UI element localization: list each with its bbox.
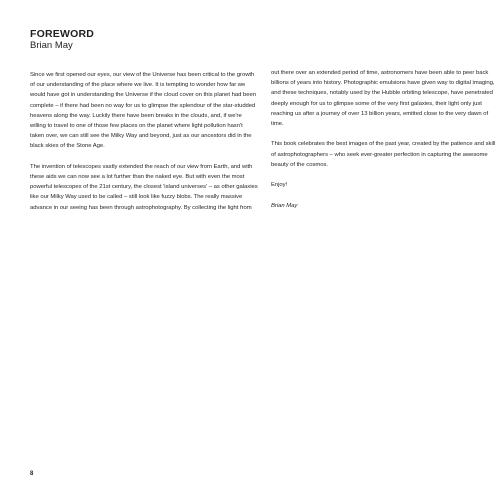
paragraph: out there over an extended period of time, astronomers have been able to peer back billions of years into history. Photographic emulsions have given way to digital imaging, and these techniques, notably used by the Hubble orbiting telescope, have penetrated deeply enough for us to glimpse some of the very first galaxies, their light only just reaching us after a journey of over 13 billion years, emitted close to the very dawn of time.: [271, 70, 495, 128]
page-title: FOREWORD: [30, 28, 95, 40]
paragraph: Enjoy!: [271, 182, 288, 189]
paragraph: The invention of telescopes vastly extended the reach of our view from Earth, and with these aids we can now see a lot further than the naked eye. But with even the most powerful telescopes of the 21st century, the closest 'island universes' – as other galaxies like our Milky Way used to be called – still look like fuzzy blobs. The really massive advance in our seeing has been through astrophotography. By collecting the light from: [30, 163, 258, 211]
page-number: 8: [30, 471, 34, 477]
foreword-heading: [30, 28, 94, 52]
right-text-column: [271, 68, 499, 221]
signature: Brian May: [271, 202, 298, 209]
paragraph: Since we first opened our eyes, our view of the Universe has been critical to the growth of our understanding of the place where we live. It is tempting to wonder how far we would have got in understanding the Universe if the cloud cover on this planet had been complete – if there had been no way for us to glimpse the splendour of the star-studded heavens along the way. Luckily there have been breaks in the clouds, and, if we're willing to travel to one of those few places on the planet where light pollution hasn't taken over, we can still see the Milky Way and beyond, just as our ancestors did in the black skies of the Stone Age.: [30, 72, 256, 150]
left-text-column: [30, 70, 258, 223]
paragraph: This book celebrates the best images of the past year, created by the patience and skill of astrophotographers – who seek ever-greater perfection in capturing the awesome beauty of the cosmos.: [271, 141, 496, 168]
author-name: Brian May: [30, 40, 73, 51]
